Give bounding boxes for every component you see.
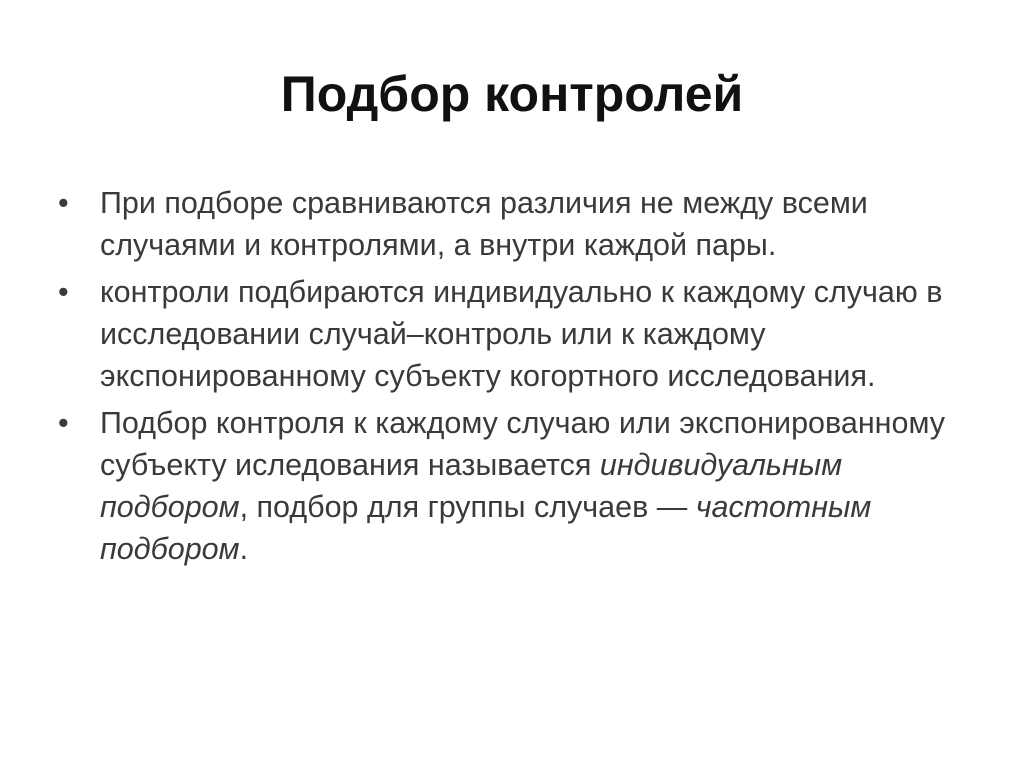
bullet-icon: • (58, 406, 69, 440)
bullet-text-3 (100, 402, 978, 570)
bullet-icon: • (58, 186, 69, 220)
bullet-text-1: При подборе сравниваются различия не между всеми случаями и контролями, а внутри каждой пары. (100, 186, 868, 262)
bullet-item-2 (58, 271, 978, 397)
bullet-text-2: контроли подбираются индивидуально к каждому случаю в исследовании случай–контроль или к каждому экспонированному субъекту когортного исследования. (100, 275, 943, 393)
bullet-item-1 (58, 182, 978, 266)
bullet-text-3-part1: Подбор контроля к каждому случаю или экспонированному субъекту иследования называется (100, 406, 946, 482)
term-frequency-matching: частотным подбором (100, 490, 872, 566)
bullet-item-3 (58, 402, 978, 570)
bullet-text-3-part2: , подбор для группы случаев — (239, 490, 696, 524)
bullet-text-3-part3: . (239, 532, 249, 566)
bullet-icon: • (58, 275, 69, 309)
bullet-list (58, 182, 978, 575)
slide-title: Подбор контролей (280, 66, 744, 122)
term-individual-matching: индивидуальным подбором (100, 448, 843, 524)
